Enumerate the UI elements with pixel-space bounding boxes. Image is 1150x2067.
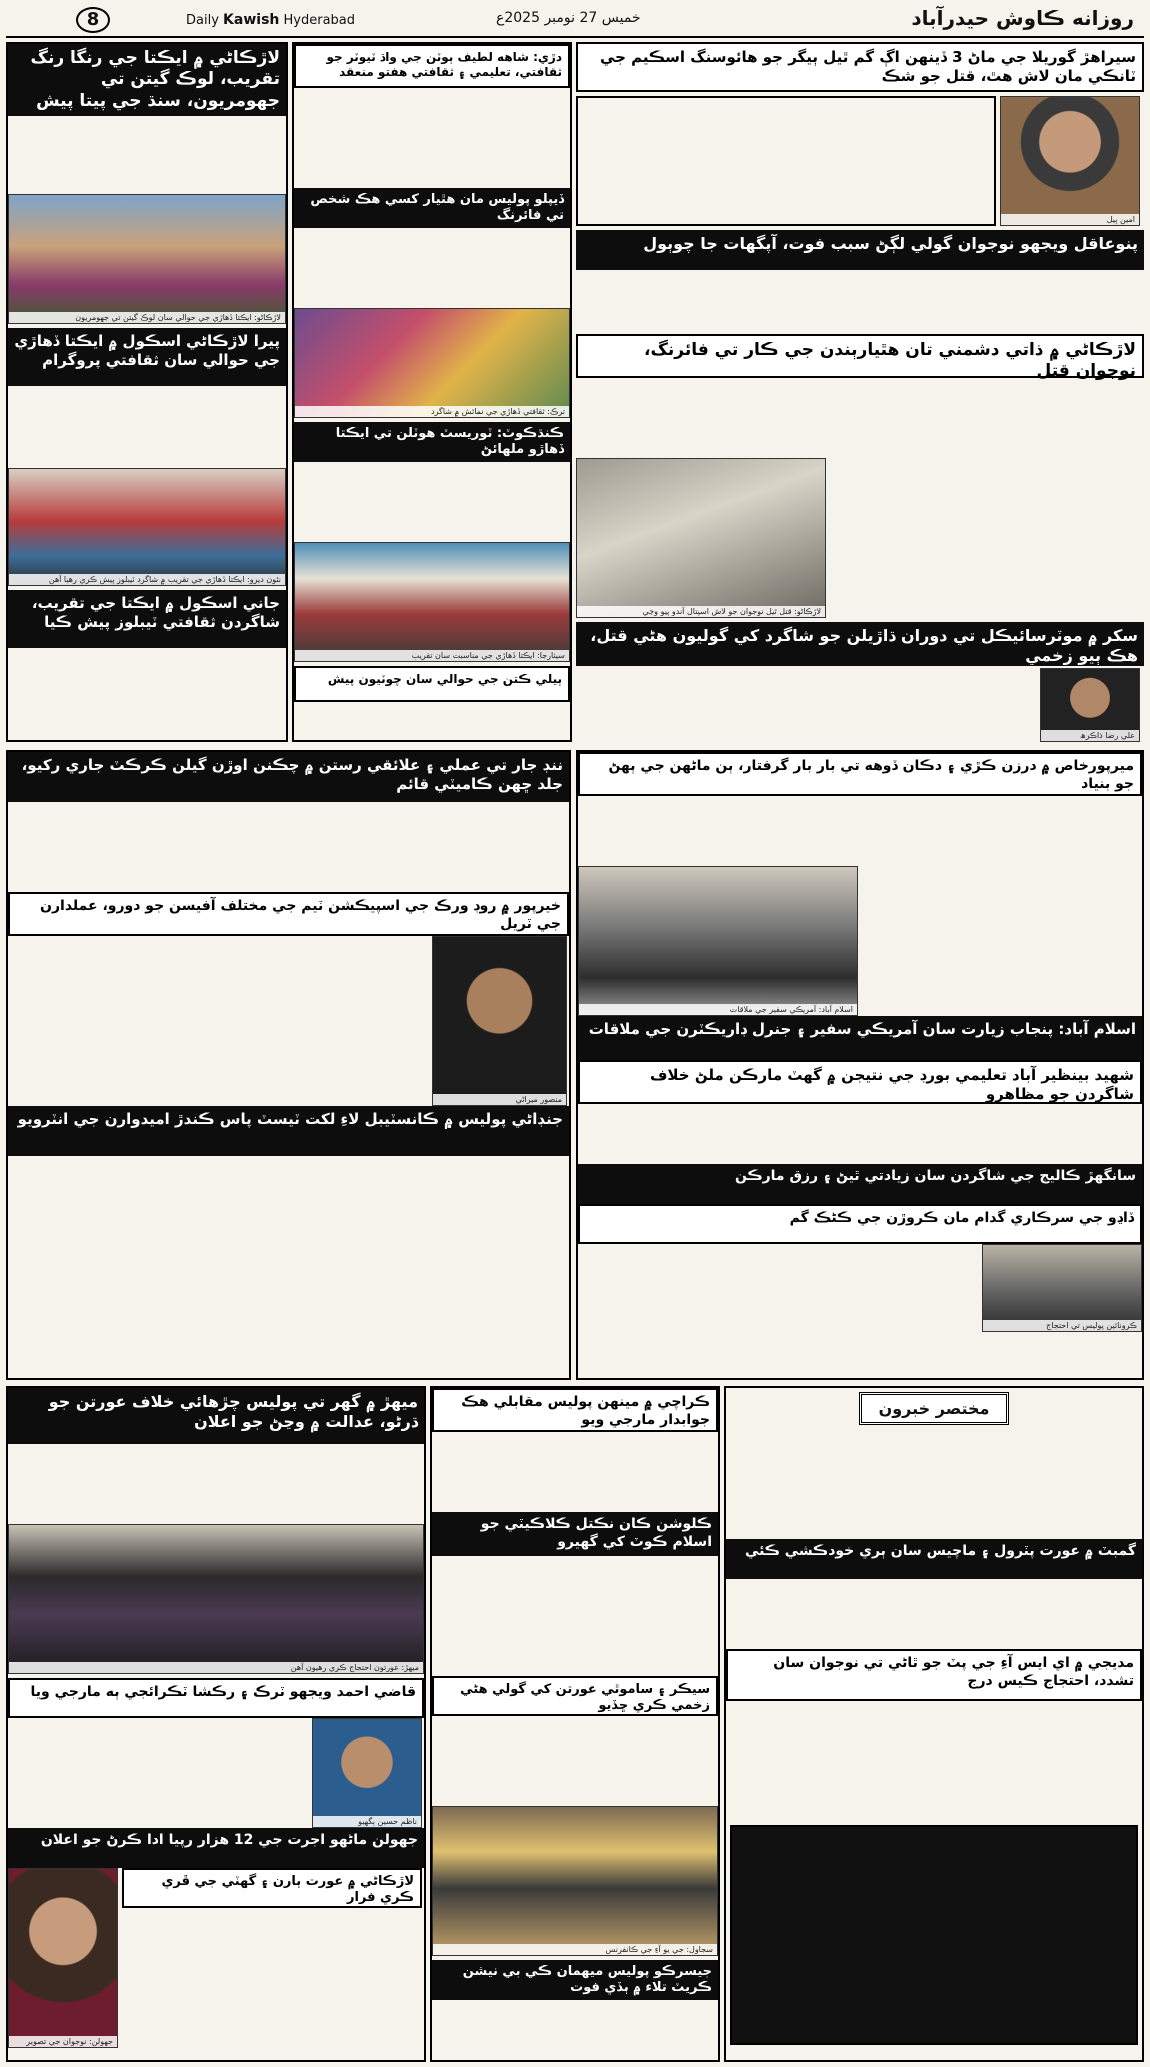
middle-headline-3: ڪنڌڪوٽ: ٽوريسٽ هوٽلن تي ايڪتا ڏهاڙو ملهائڻ [294,422,570,462]
left-column [6,42,288,742]
page-number: 8 [76,7,110,33]
masthead-daily: Daily [186,13,219,28]
masthead-english [186,12,355,28]
right-row-1 [576,96,1144,226]
right-headline-3: لاڙڪاڻي ۾ ذاتي دشمني تان هٿيارٻندن جي ڪار تي فائرنگ، نوجوان قتل [576,334,1144,378]
middle-body-3 [294,462,570,542]
left-headline-2: پيرا لاڙڪاڻي اسڪول ۾ ايڪتا ڏهاڙي جي حوالي سان ثقافتي پروگرام [8,328,286,386]
mid-body-6 [578,1104,1142,1164]
lower-photo-3 [432,1806,718,1956]
lower-photo-4 [8,1868,118,2048]
right-column [576,42,1144,742]
lower-headline-6: مديجي ۾ اي ايس آءِ جي پٽ جو ٿاڻي تي نوجوان سان تشدد، احتجاج ڪيس درج [726,1649,1142,1701]
lower-body-11 [732,1827,1136,2039]
left-photo-2 [8,468,286,586]
lower-right [724,1386,1144,2062]
middle-body-1 [294,88,570,188]
middle-headline-1: دڙي: شاهه لطيف ٻوٽن جي واڌ ٽيوٽر جو ثقافتي، تعليمي ۽ ثقافتي هفتو منعقد [294,44,570,88]
lower-left [6,1386,426,2062]
lower-caption-3: سجاول: جي يو آءِ جي ڪانفرنس [433,1944,717,1955]
masthead-city: Hyderabad [283,13,356,28]
mid-headline-5: سانگهڙ ڪاليج جي شاگردن سان زيادتي ٿيڻ ۽ رزق مارڪن [578,1164,1142,1204]
middle-caption-1: ترڪ: ثقافتي ڏهاڙي جي نمائش ۾ شاگرد [295,406,569,417]
mid-body-5 [862,866,1142,1016]
lower-headline-7: جهولن ماڻهو اجرت جي 12 هزار رپيا ادا ڪرڻ جو اعلان [8,1828,424,1868]
lower-body-3 [122,1908,422,2044]
middle-headline-4: ٻيلي ڪتن جي حوالي سان چوٽيون پيش [294,666,570,702]
left-headline-3: جاني اسڪول ۾ ايڪتا جي تقريب، شاگردن ثقافتي ٽيبلوز پيش ڪيا [8,590,286,648]
mid-photo-1 [578,866,858,1016]
short-news-label: مختصر خبرون [859,1392,1009,1425]
left-body-1 [8,116,286,194]
right-photo-2 [576,458,826,618]
lower-photo-2 [312,1718,422,1828]
middle-photo-2 [294,542,570,662]
left-body-2 [8,386,286,468]
mid-headline-2: اسلام آباد: پنجاب زيارت سان آمريڪي سفير ۽ جنرل ڊاريڪٽرن جي ملاقات [578,1016,1142,1060]
lower-stack-1 [122,1868,422,2048]
masthead-brand: Kawish [223,12,280,28]
right-headline-2: پنوعاقل ويجهو نوجوان گولي لڳڻ سبب فوت، آپگهات جا چوٻول [576,230,1144,270]
mid-row-1 [8,936,569,1106]
right-caption-1: امين پيل [1001,214,1139,225]
mid-caption-1: اسلام آباد: آمريڪي سفير جي ملاقات [579,1004,857,1015]
mid-body-1 [8,802,569,892]
mid-headline-3: ميرپورخاص ۾ درزن ڪڙي ۽ دڪان ڏوهه تي بار بار گرفتار، ٻن ماڻهن جي ٻهڻ جو بنياد [578,752,1142,796]
middle-caption-2: سيٺارجا: ايڪتا ڏهاڙي جي مناسبت سان تقريب [295,650,569,661]
lower-black-box [730,1825,1138,2045]
lower-body-2 [8,1718,308,1828]
lower-body-6 [432,1716,718,1806]
lower-headline-1: ميهڙ ۾ گهر تي پوليس چڙهائي خلاف عورتن جو ڌرڻو، عدالت ۾ وڃڻ جو اعلان [8,1388,424,1444]
mid-headline-4: شهيد بينظير آباد تعليمي بورڊ جي نتيجن ۾ گهٽ مارڪن ملڻ خلاف شاگردن جو مظاهرو [578,1060,1142,1104]
right-photo-3 [1040,668,1140,742]
mid-photo-2 [982,1244,1142,1332]
right-body-2 [576,270,1144,330]
mid-body-4 [578,796,1142,866]
mid-row-3 [578,1244,1142,1332]
middle-headline-2: ڏيپلو پوليس مان هٿيار کسي هڪ شخص تي فائرنگ [294,188,570,228]
mid-section-left [6,750,571,1380]
lower-body-8 [726,1429,1142,1539]
lower-headline-4: سيڪر ۽ ساموٿي عورتن کي گولي هڻي زخمي ڪري ڇڏيو [432,1676,718,1716]
mid-row-2 [578,866,1142,1016]
right-body-4 [830,458,1140,618]
mid-body-7 [578,1244,978,1332]
mid-headline-7: خيرپور ۾ روڊ ورڪ جي اسپيڪشن ٽيم جي مختلف آفيسن جو دورو، عملدارن جي ٽريل [8,892,569,936]
mid-photo-3 [432,936,567,1106]
lower-headline-2: ڪراچي ۾ مينهن پوليس مقابلي هڪ جوابدار مارجي ويو [432,1388,718,1432]
masthead [6,4,1144,38]
lower-row-2 [8,1868,424,2048]
mid-caption-3: منصور ميراڻي [433,1094,566,1105]
right-body-3 [576,378,1144,458]
right-headline-1: سيراهڙ گوريلا جي ماڻ 3 ڏينهن اڳ گم ٿيل ٻيگر جو هائوسنگ اسڪيم جي ٽانڪي مان لاش هٿ، قتل جو شڪ [576,42,1144,92]
lower-headline-9: قاضي احمد ويجهو ٽرڪ ۽ رڪشا ٽڪرائجي ٻه مارجي ويا [8,1678,424,1718]
right-photo-1 [1000,96,1140,226]
mid-caption-2: ڪرونائين پوليس تي احتجاج [983,1320,1141,1331]
right-caption-3: علي رضا ذاڪرھ [1041,730,1139,741]
left-caption-1: لاڙڪاڻو: ايڪتا ڏهاڙي جي حوالي سان لوڪ گيتن تي جهومريون [9,312,285,323]
mid-body-2 [8,936,428,1106]
mid-headline-6: ڏاڍو جي سرڪاري گدام مان ڪروڙن جي ڪڻڪ گم [578,1204,1142,1244]
lower-caption-2: ناظم حسين ٻگهيو [313,1816,421,1827]
lower-body-7 [432,2000,718,2056]
lower-body-4 [432,1432,718,1512]
mid-section-right [576,750,1144,1380]
left-photo-1 [8,194,286,324]
lower-headline-5: گمبٽ ۾ عورت پٽرول ۽ ماچيس سان ٻري خودڪشي ڪئي [726,1539,1142,1579]
mid-headline-1: ننڊ جار تي عملي ۽ علائقي رستن ۾ چڪنن اوڙن گيلن ڪرڪٽ جاري رکيو، جلد ڇهن ڪاميٽي قائم [8,752,569,802]
right-body-5 [576,668,1036,742]
left-headline-1: لاڙڪاڻي ۾ ايڪتا جي رنگا رنگ تقريب، لوڪ گيتن تي جهومريون، سنڌ جي پيتا پيش [8,44,286,116]
lower-body-1 [8,1444,424,1524]
lower-photo-1 [8,1524,424,1674]
lower-headline-3: ڪلوشن ڪان نڪتل ڪلاڪيٽي جو اسلام ڪوٽ کي گهيرو [432,1512,718,1556]
middle-column [292,42,572,742]
right-body-1 [576,96,996,226]
right-row-2 [576,458,1144,618]
right-caption-2: لاڙڪاڻو: قتل ٿيل نوجوان جو لاش اسپتال آندو پيو وڃي [577,606,825,617]
lower-body-9 [726,1579,1142,1649]
right-headline-4: سکر ۾ موٽرسائيڪل تي دوران ڌاڙيلن جو شاگرد کي گوليون هڻي قتل، هڪ ٻيو زخمي [576,622,1144,666]
mid-headline-8: جنڊاڻي پوليس ۾ ڪانسٽيبل لاءِ لکت ٽيسٽ پاس ڪندڙ اميدوارن جي انٽرويو [8,1106,569,1156]
masthead-date: خميس 27 نومبر 2025ع [496,10,641,26]
left-body-3 [8,648,286,738]
lower-caption-1: ميهڙ: عورتون احتجاج ڪري رهيون آهن [9,1662,423,1673]
middle-body-2 [294,228,570,308]
lower-caption-4: جهولن: نوجوان جي تصوير [9,2036,117,2047]
left-caption-2: نئون ديرو: ايڪتا ڏهاڙي جي تقريب ۾ شاگرد ٽيبلوز پيش ڪري رهيا آهن [9,574,285,585]
lower-middle [430,1386,720,2062]
mid-body-3 [8,1156,569,1372]
lower-headline-10: لاڙڪاڻي ۾ عورت ٻارن ۽ گهٽي جي ڦري ڪري فرار [122,1868,422,1908]
right-row-3 [576,668,1144,742]
lower-headline-8: جيسرڪو پوليس ميهمان ڪي بي نيشن ڪريٽ تلاء ۾ ٻڏي فوت [432,1960,718,2000]
lower-body-10 [726,1701,1142,1821]
masthead-title: روزانه ڪاوش حيدرآباد [911,6,1134,30]
lower-body-5 [432,1556,718,1676]
lower-row-1 [8,1718,424,1828]
middle-photo-1 [294,308,570,418]
